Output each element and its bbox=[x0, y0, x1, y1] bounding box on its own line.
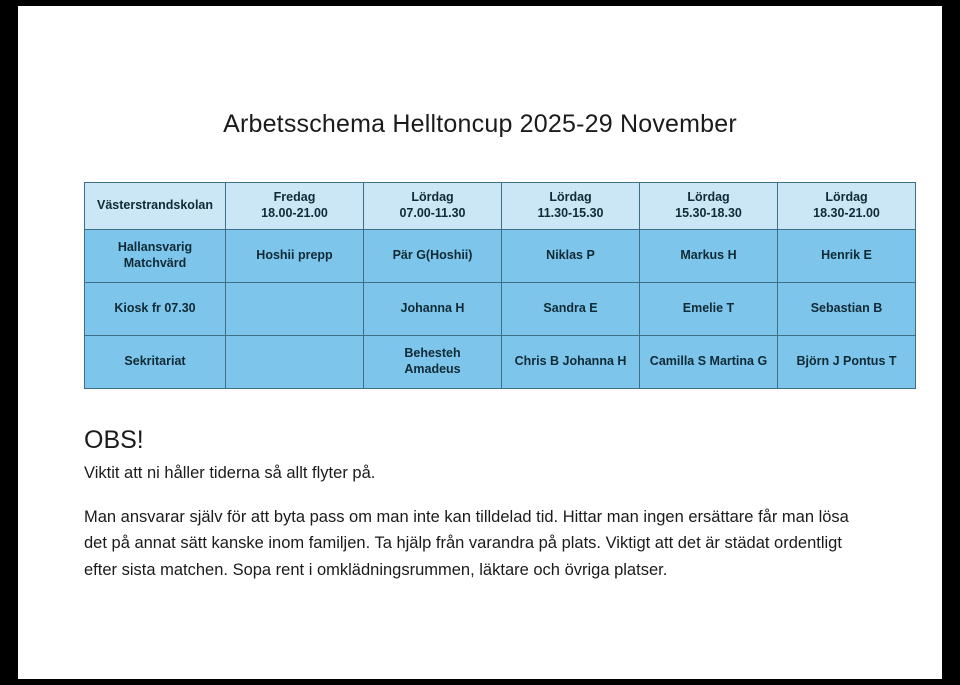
table-header-cell bbox=[226, 183, 364, 230]
cell-line: Lördag bbox=[549, 190, 592, 205]
cell-line: Emelie T bbox=[682, 301, 735, 316]
notes-line: Viktit att ni håller tiderna så allt flyter på. bbox=[84, 464, 376, 482]
table-cell bbox=[85, 336, 226, 389]
notes-section bbox=[84, 426, 874, 583]
cell-line: Lördag bbox=[411, 190, 454, 205]
table-row bbox=[85, 230, 916, 283]
table-cell bbox=[226, 283, 364, 336]
table-header-cell bbox=[502, 183, 640, 230]
schedule-table bbox=[84, 182, 916, 389]
notes-heading: OBS! bbox=[84, 426, 144, 454]
table-cell bbox=[778, 336, 916, 389]
table-row bbox=[85, 336, 916, 389]
cell-line: Pär G(Hoshii) bbox=[392, 248, 473, 263]
table-header-cell bbox=[364, 183, 502, 230]
table-cell bbox=[502, 230, 640, 283]
cell-line: Sekritariat bbox=[124, 354, 186, 369]
cell-line: Chris B Johanna H bbox=[514, 354, 627, 369]
cell-line: Västerstrandskolan bbox=[96, 198, 214, 213]
table-cell bbox=[640, 336, 778, 389]
schedule-table-body bbox=[85, 183, 916, 389]
cell-line: Fredag bbox=[273, 190, 316, 205]
cell-line: 15.30-18.30 bbox=[675, 206, 742, 220]
table-cell bbox=[364, 230, 502, 283]
table-cell bbox=[778, 230, 916, 283]
table-cell bbox=[778, 283, 916, 336]
cell-line: Kiosk fr 07.30 bbox=[114, 301, 196, 316]
cell-line: Behesteh bbox=[404, 346, 461, 361]
notes-paragraph: Man ansvarar själv för att byta pass om man inte kan tilldelad tid. Hittar man ingen ersättare får man lösa det på annat sätt kanske inom familjen. Ta hjälp från varandra på plats. Viktigt att det är städat ordentligt efter sista matchen. Sopa rent i omklädningsrummen, läktare och övriga platser. bbox=[84, 507, 849, 579]
cell-line: Sebastian B bbox=[810, 301, 883, 316]
cell-line: Björn J Pontus T bbox=[796, 354, 897, 369]
cell-line: Henrik E bbox=[821, 248, 872, 263]
cell-line: 11.30-15.30 bbox=[537, 206, 604, 220]
cell-line: Johanna H bbox=[400, 301, 465, 316]
cell-line: Matchvärd bbox=[123, 256, 187, 270]
table-header-cell bbox=[640, 183, 778, 230]
cell-line: 18.30-21.00 bbox=[813, 206, 880, 220]
cell-line: Niklas P bbox=[546, 248, 595, 263]
table-header-row bbox=[85, 183, 916, 230]
table-header-cell bbox=[85, 183, 226, 230]
page-title: Arbetsschema Helltoncup 2025-29 November bbox=[223, 110, 737, 138]
cell-line: Camilla S Martina G bbox=[649, 354, 768, 369]
table-row bbox=[85, 283, 916, 336]
cell-line: 18.00-21.00 bbox=[261, 206, 328, 220]
cell-line: Hoshii prepp bbox=[256, 248, 333, 263]
table-cell bbox=[640, 230, 778, 283]
table-cell bbox=[502, 336, 640, 389]
cell-line: Sandra E bbox=[543, 301, 598, 316]
document-page bbox=[18, 6, 942, 679]
cell-line: Amadeus bbox=[404, 362, 461, 376]
table-cell bbox=[640, 283, 778, 336]
table-cell bbox=[85, 283, 226, 336]
table-cell bbox=[85, 230, 226, 283]
table-cell bbox=[502, 283, 640, 336]
cell-line: Lördag bbox=[825, 190, 868, 205]
table-cell bbox=[364, 283, 502, 336]
cell-line: Markus H bbox=[680, 248, 737, 263]
cell-line: 07.00-11.30 bbox=[399, 206, 466, 220]
table-header-cell bbox=[778, 183, 916, 230]
cell-line: Lördag bbox=[687, 190, 730, 205]
table-cell bbox=[226, 336, 364, 389]
table-cell bbox=[226, 230, 364, 283]
table-cell bbox=[364, 336, 502, 389]
cell-line: Hallansvarig bbox=[117, 240, 193, 255]
